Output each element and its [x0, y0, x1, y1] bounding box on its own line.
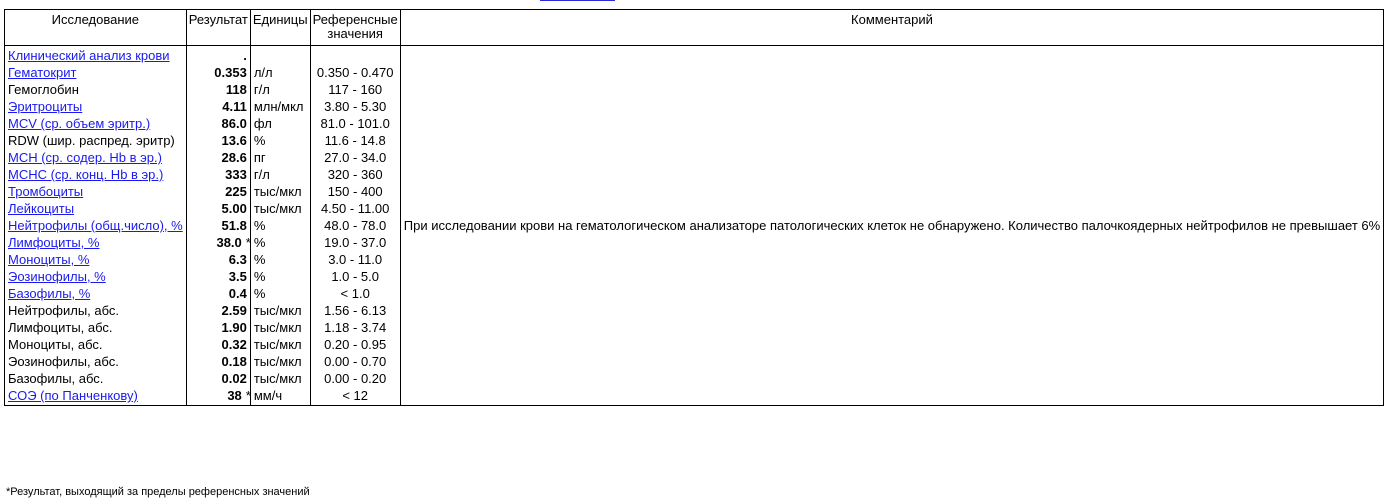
table-row [5, 252, 1384, 269]
test-name-cell [5, 184, 187, 201]
test-name-cell [5, 167, 187, 184]
result-cell [186, 235, 250, 252]
test-name-cell [5, 337, 187, 354]
reference-cell: 4.50 - 11.00 [310, 201, 400, 218]
test-name-link[interactable]: Тромбоциты [8, 184, 84, 199]
comment-empty-cell [400, 116, 1383, 133]
comment-empty-cell [400, 65, 1383, 82]
reference-cell: 3.0 - 11.0 [310, 252, 400, 269]
result-value: 86.0 [221, 116, 247, 131]
reference-cell: 0.00 - 0.70 [310, 354, 400, 371]
result-value: 333 [225, 167, 247, 182]
reference-cell [310, 46, 400, 66]
test-name-cell [5, 252, 187, 269]
units-cell: тыс/мкл [250, 320, 310, 337]
result-value: 0.353 [214, 65, 247, 80]
reference-cell: 1.18 - 3.74 [310, 320, 400, 337]
table-row [5, 371, 1384, 388]
footnote: *Результат, выходящий за пределы референсных значений [6, 486, 310, 498]
test-name: Нейтрофилы, абс. [8, 303, 120, 318]
units-cell [250, 46, 310, 66]
reference-cell: 0.20 - 0.95 [310, 337, 400, 354]
comment-empty-cell [400, 269, 1383, 286]
test-name-cell [5, 269, 187, 286]
reference-cell: 11.6 - 14.8 [310, 133, 400, 150]
result-value: 28.6 [221, 150, 247, 165]
comment-cell: При исследовании крови на гематологическом анализаторе патологических клеток не обнаружено. Количество палочкоядерных нейтрофилов не превышает 6% [400, 218, 1383, 235]
test-name-cell [5, 65, 187, 82]
table-row [5, 354, 1384, 371]
comment-empty-cell [400, 133, 1383, 150]
units-cell: г/л [250, 167, 310, 184]
reference-cell: 150 - 400 [310, 184, 400, 201]
comment-empty-cell [400, 167, 1383, 184]
units-cell: % [250, 218, 310, 235]
reference-cell: 320 - 360 [310, 167, 400, 184]
reference-cell: < 1.0 [310, 286, 400, 303]
result-cell [186, 218, 250, 235]
table-row [5, 388, 1384, 406]
top-link-fragment [540, 0, 615, 1]
table-header [5, 10, 1384, 46]
test-name-link[interactable]: MCHC (ср. конц. Hb в эр.) [8, 167, 164, 182]
comment-empty-cell [400, 252, 1383, 269]
comment-empty-cell [400, 201, 1383, 218]
comment-empty-cell [400, 184, 1383, 201]
header-units: Единицы [250, 10, 310, 46]
test-name-cell [5, 388, 187, 406]
test-name-link[interactable]: Лейкоциты [8, 201, 75, 216]
result-cell [186, 371, 250, 388]
units-cell: тыс/мкл [250, 354, 310, 371]
units-cell: л/л [250, 65, 310, 82]
units-cell: % [250, 133, 310, 150]
units-cell: % [250, 235, 310, 252]
test-name-cell [5, 235, 187, 252]
out-of-range-flag: * [245, 235, 251, 250]
reference-cell: 1.0 - 5.0 [310, 269, 400, 286]
units-cell: тыс/мкл [250, 201, 310, 218]
result-cell [186, 337, 250, 354]
reference-cell: 48.0 - 78.0 [310, 218, 400, 235]
test-name-cell [5, 133, 187, 150]
reference-cell: 1.56 - 6.13 [310, 303, 400, 320]
units-cell: млн/мкл [250, 99, 310, 116]
units-cell: % [250, 286, 310, 303]
reference-cell: 0.350 - 0.470 [310, 65, 400, 82]
result-cell [186, 65, 250, 82]
result-value: 0.32 [221, 337, 247, 352]
results-table [4, 9, 1384, 406]
result-cell [186, 82, 250, 99]
units-cell: тыс/мкл [250, 303, 310, 320]
test-name-link[interactable]: Моноциты, % [8, 252, 90, 267]
result-value: 3.5 [228, 269, 247, 284]
reference-cell: 81.0 - 101.0 [310, 116, 400, 133]
result-cell [186, 99, 250, 116]
result-cell [186, 286, 250, 303]
table-row [5, 218, 1384, 235]
result-value: 0.02 [221, 371, 247, 386]
table-row [5, 46, 1384, 66]
units-cell: тыс/мкл [250, 337, 310, 354]
result-cell [186, 167, 250, 184]
out-of-range-flag: * [245, 388, 251, 403]
test-name-cell [5, 218, 187, 235]
test-name: Эозинофилы, абс. [8, 354, 119, 369]
result-value: 4.11 [222, 99, 247, 114]
table-row [5, 150, 1384, 167]
reference-cell: 3.80 - 5.30 [310, 99, 400, 116]
units-cell: % [250, 252, 310, 269]
test-name-cell [5, 286, 187, 303]
comment-empty-cell [400, 286, 1383, 303]
table-row [5, 320, 1384, 337]
comment-empty-cell [400, 82, 1383, 99]
result-value: 118 [225, 82, 247, 97]
results-body [5, 46, 1384, 406]
result-value: 38.0 [216, 235, 242, 250]
units-cell: пг [250, 150, 310, 167]
test-name-link[interactable]: MCH (ср. содер. Hb в эр.) [8, 150, 162, 165]
result-cell [186, 320, 250, 337]
comment-empty-cell [400, 337, 1383, 354]
comment-empty-cell [400, 303, 1383, 320]
table-row [5, 99, 1384, 116]
test-name: Гемоглобин [8, 82, 79, 97]
table-row [5, 184, 1384, 201]
test-name-link[interactable]: Эритроциты [8, 99, 83, 114]
result-cell [186, 252, 250, 269]
result-value: 225 [225, 184, 247, 199]
test-name: Лимфоциты, абс. [8, 320, 113, 335]
units-cell: % [250, 269, 310, 286]
header-comment: Комментарий [400, 10, 1383, 46]
comment-empty-cell [400, 235, 1383, 252]
test-name-cell [5, 46, 187, 66]
table-row [5, 82, 1384, 99]
test-name-link[interactable]: Клинический анализ крови [8, 48, 170, 63]
header-test: Исследование [5, 10, 187, 46]
test-name-link[interactable]: Гематокрит [8, 65, 77, 80]
comment-empty-cell [400, 99, 1383, 116]
comment-empty-cell [400, 46, 1383, 66]
units-cell: тыс/мкл [250, 371, 310, 388]
reference-cell: 19.0 - 37.0 [310, 235, 400, 252]
test-name: Моноциты, абс. [8, 337, 103, 352]
result-cell [186, 116, 250, 133]
result-cell [186, 46, 250, 66]
test-name: Базофилы, абс. [8, 371, 104, 386]
table-row [5, 337, 1384, 354]
result-value: 5.00 [221, 201, 247, 216]
table-row [5, 65, 1384, 82]
table-row [5, 201, 1384, 218]
result-value: 38 [227, 388, 242, 403]
comment-empty-cell [400, 354, 1383, 371]
result-cell [186, 354, 250, 371]
header-result: Результат [186, 10, 250, 46]
result-cell [186, 388, 250, 406]
test-name-link[interactable]: Базофилы, % [8, 286, 91, 301]
result-value: 1.90 [221, 320, 247, 335]
result-value: 0.18 [221, 354, 247, 369]
table-row [5, 133, 1384, 150]
result-cell [186, 150, 250, 167]
table-row [5, 303, 1384, 320]
comment-empty-cell [400, 320, 1383, 337]
result-value: 51.8 [221, 218, 247, 233]
result-value: . [243, 48, 247, 63]
header-reference: Референсные значения [310, 10, 400, 46]
table-row [5, 235, 1384, 252]
result-cell [186, 303, 250, 320]
test-name-cell [5, 99, 187, 116]
comment-empty-cell [400, 371, 1383, 388]
table-row [5, 167, 1384, 184]
units-cell: фл [250, 116, 310, 133]
table-row [5, 286, 1384, 303]
result-cell [186, 184, 250, 201]
test-name-cell [5, 82, 187, 99]
test-name-link[interactable]: Лимфоциты, % [8, 235, 100, 250]
test-name-cell [5, 116, 187, 133]
test-name-cell [5, 201, 187, 218]
table-row [5, 269, 1384, 286]
result-value: 13.6 [221, 133, 247, 148]
units-cell: г/л [250, 82, 310, 99]
result-cell [186, 133, 250, 150]
comment-empty-cell [400, 150, 1383, 167]
test-name-cell [5, 150, 187, 167]
reference-cell: 117 - 160 [310, 82, 400, 99]
comment-empty-cell [400, 388, 1383, 406]
test-name-link[interactable]: MCV (ср. объем эритр.) [8, 116, 151, 131]
reference-cell: 27.0 - 34.0 [310, 150, 400, 167]
test-name-link[interactable]: Нейтрофилы (общ.число), % [8, 218, 183, 233]
test-name-cell [5, 354, 187, 371]
result-cell [186, 201, 250, 218]
test-name-cell [5, 320, 187, 337]
test-name-link[interactable]: СОЭ (по Панченкову) [8, 388, 138, 403]
test-name-cell [5, 303, 187, 320]
result-value: 6.3 [228, 252, 247, 267]
result-value: 2.59 [221, 303, 247, 318]
table-row [5, 116, 1384, 133]
reference-cell: < 12 [310, 388, 400, 406]
result-value: 0.4 [228, 286, 247, 301]
test-name-cell [5, 371, 187, 388]
units-cell: мм/ч [250, 388, 310, 406]
test-name-link[interactable]: Эозинофилы, % [8, 269, 106, 284]
result-cell [186, 269, 250, 286]
units-cell: тыс/мкл [250, 184, 310, 201]
test-name: RDW (шир. распред. эритр) [8, 133, 175, 148]
reference-cell: 0.00 - 0.20 [310, 371, 400, 388]
